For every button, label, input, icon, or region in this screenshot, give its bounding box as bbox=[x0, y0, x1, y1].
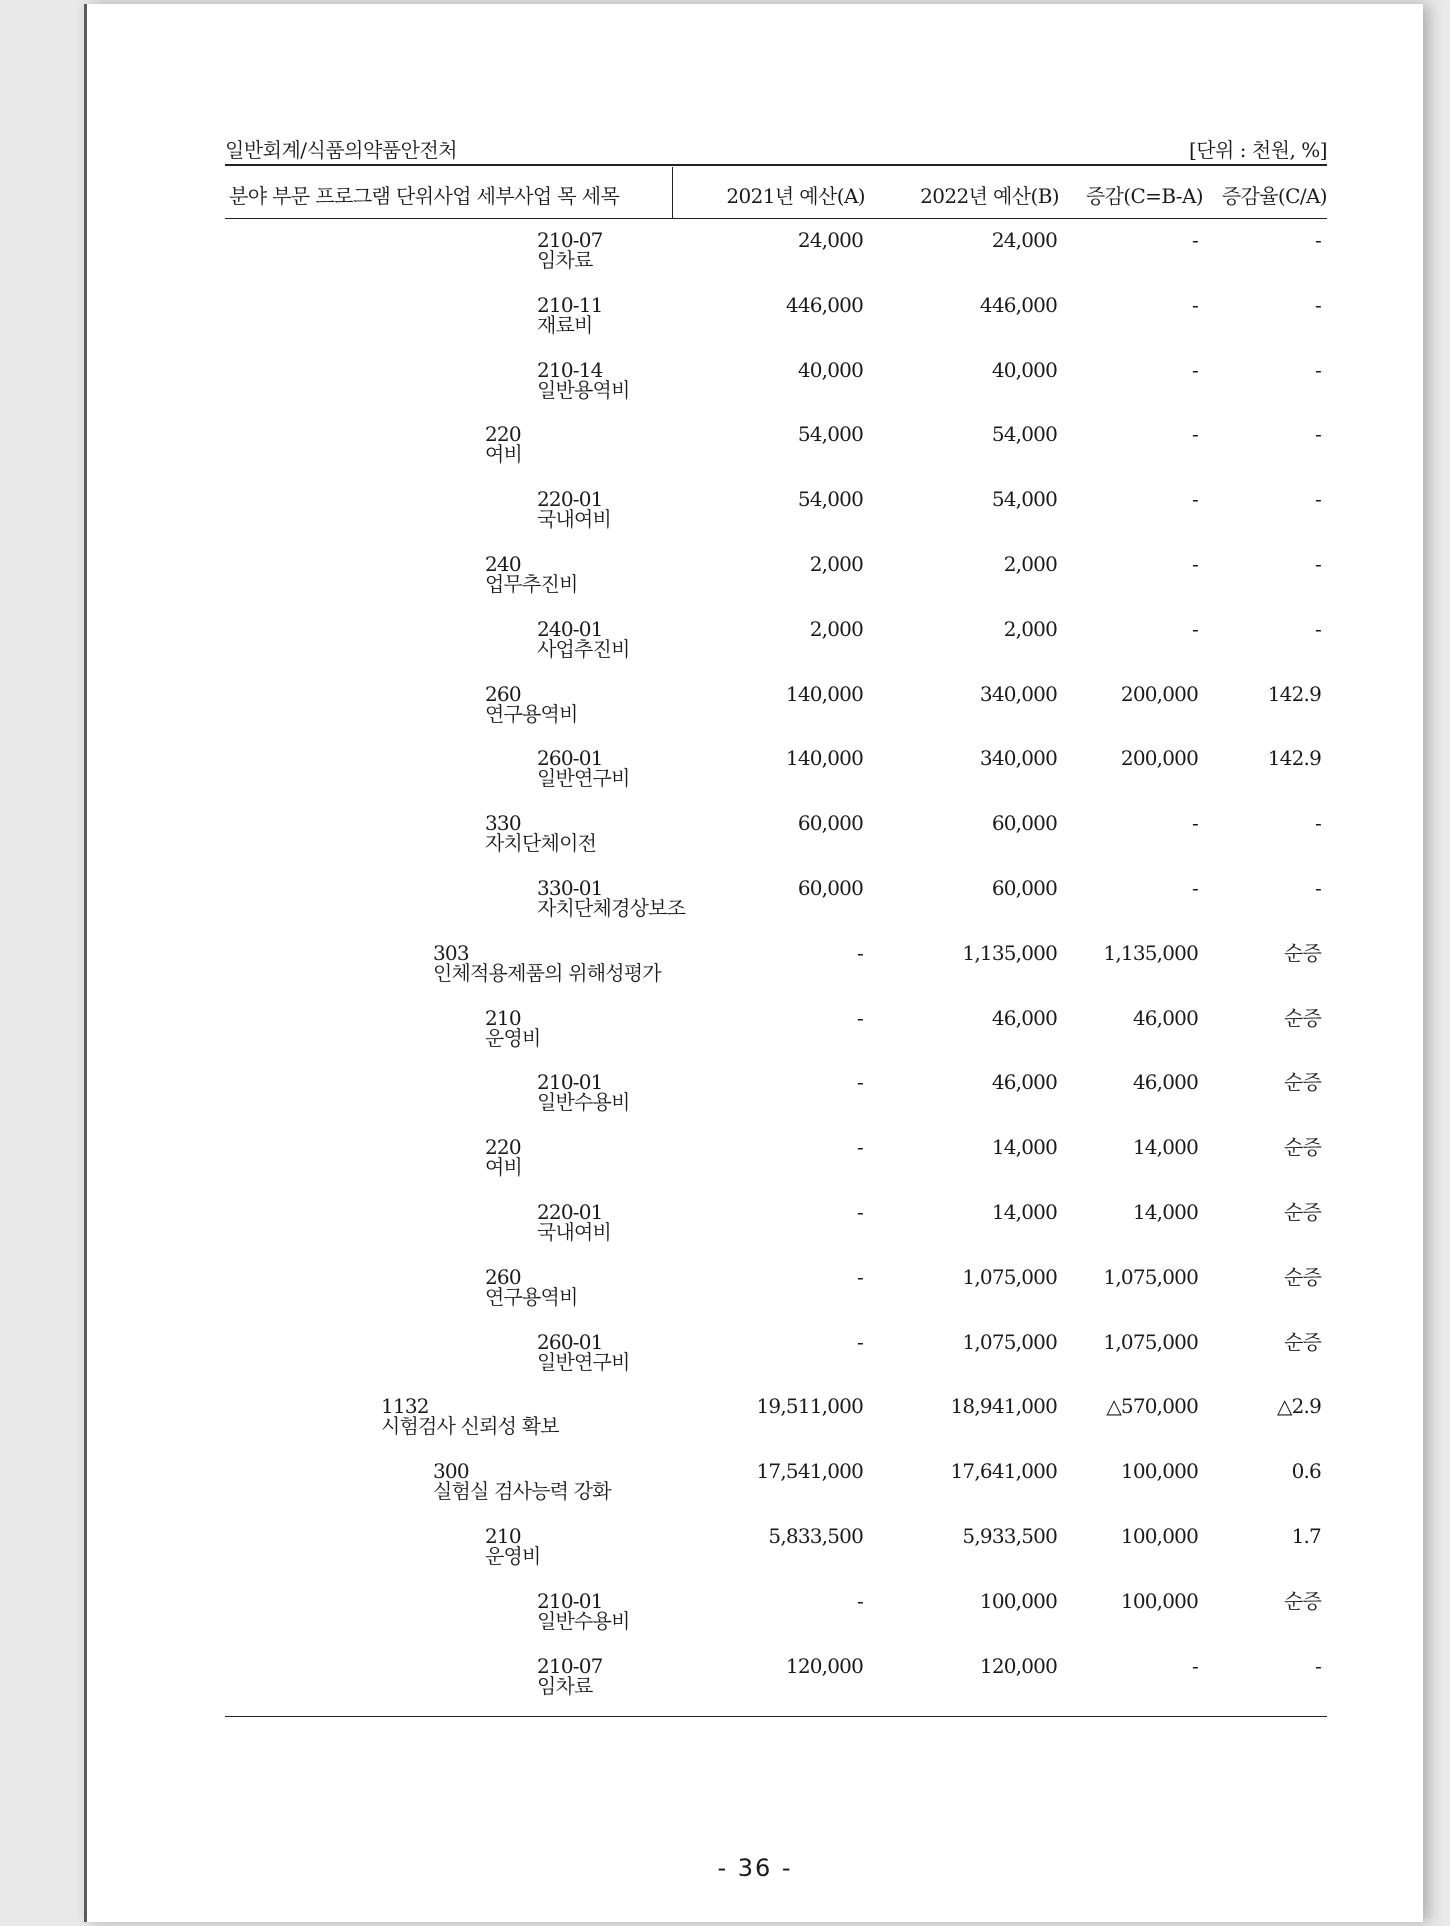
row-code: 240 bbox=[485, 551, 521, 576]
row-code: 220-01 bbox=[537, 487, 603, 512]
budget-2021-cell: 120,000 bbox=[785, 1653, 863, 1678]
table-bottom-rule bbox=[225, 1716, 1327, 1717]
budget-2022-cell: 340,000 bbox=[979, 746, 1057, 771]
budget-2021-cell: 17,541,000 bbox=[756, 1459, 863, 1484]
change-cell: - bbox=[1192, 551, 1198, 576]
change-cell: 1,075,000 bbox=[1103, 1264, 1198, 1289]
budget-2021-cell: 54,000 bbox=[797, 487, 863, 512]
row-code: 260 bbox=[485, 1264, 521, 1289]
row-name: 연구용역비 bbox=[485, 1284, 578, 1309]
row-code: 260-01 bbox=[537, 1329, 603, 1354]
budget-2022-cell: 46,000 bbox=[991, 1005, 1057, 1030]
row-label bbox=[485, 811, 597, 856]
change-rate-cell: - bbox=[1315, 616, 1321, 641]
table-row bbox=[225, 1072, 1327, 1137]
budget-2021-cell: - bbox=[857, 1135, 863, 1160]
table-body bbox=[225, 230, 1327, 1720]
change-cell: △570,000 bbox=[1106, 1394, 1198, 1419]
change-cell: 100,000 bbox=[1120, 1523, 1198, 1548]
change-rate-cell: 순증 bbox=[1283, 1070, 1321, 1095]
budget-2021-cell: - bbox=[857, 1329, 863, 1354]
row-label bbox=[537, 746, 630, 791]
budget-2021-cell: 140,000 bbox=[785, 681, 863, 706]
table-row bbox=[225, 1199, 1327, 1267]
table-row bbox=[225, 940, 1327, 1008]
budget-2022-cell: 5,933,500 bbox=[962, 1523, 1057, 1548]
table-row bbox=[225, 230, 1327, 295]
row-name: 임차료 bbox=[537, 1673, 593, 1698]
row-code: 210 bbox=[485, 1005, 521, 1030]
row-label bbox=[433, 940, 661, 985]
change-rate-cell: 순증 bbox=[1283, 940, 1321, 965]
change-cell: 14,000 bbox=[1132, 1199, 1198, 1224]
table-row bbox=[225, 1396, 1327, 1461]
row-code: 210-07 bbox=[537, 1653, 603, 1678]
change-cell: 1,075,000 bbox=[1103, 1329, 1198, 1354]
change-rate-cell: △2.9 bbox=[1277, 1394, 1321, 1419]
row-name: 인체적용제품의 위해성평가 bbox=[433, 960, 661, 985]
row-code: 300 bbox=[433, 1459, 469, 1484]
budget-2022-cell: 18,941,000 bbox=[950, 1394, 1057, 1419]
budget-2021-cell: 60,000 bbox=[797, 875, 863, 900]
row-name: 일반연구비 bbox=[537, 766, 630, 791]
change-cell: - bbox=[1192, 1653, 1198, 1678]
header-budget-2022: 2022년 예산(B) bbox=[920, 184, 1059, 208]
change-cell: 100,000 bbox=[1120, 1588, 1198, 1613]
row-code: 220-01 bbox=[537, 1199, 603, 1224]
unit-label: [단위 : 천원, %] bbox=[1188, 138, 1327, 162]
budget-2022-cell: 1,075,000 bbox=[962, 1264, 1057, 1289]
row-name: 운영비 bbox=[485, 1543, 541, 1568]
table-row bbox=[225, 489, 1327, 554]
row-name: 시험검사 신뢰성 확보 bbox=[381, 1414, 559, 1439]
change-cell: - bbox=[1192, 811, 1198, 836]
table-row bbox=[225, 1653, 1327, 1721]
table-row bbox=[225, 748, 1327, 813]
row-name: 여비 bbox=[485, 1155, 523, 1180]
budget-2021-cell: 24,000 bbox=[797, 228, 863, 252]
budget-2021-cell: 140,000 bbox=[785, 746, 863, 771]
row-code: 260-01 bbox=[537, 746, 603, 771]
change-cell: - bbox=[1192, 292, 1198, 317]
header-budget-2021: 2021년 예산(A) bbox=[726, 184, 865, 208]
row-label bbox=[537, 357, 630, 402]
row-label bbox=[537, 230, 603, 270]
row-label bbox=[537, 1653, 603, 1698]
row-name: 국내여비 bbox=[537, 1219, 612, 1244]
table-row bbox=[225, 1461, 1327, 1526]
change-cell: 14,000 bbox=[1132, 1135, 1198, 1160]
row-name: 자치단체경상보조 bbox=[537, 895, 686, 920]
row-name: 일반수용비 bbox=[537, 1608, 630, 1633]
budget-2021-cell: - bbox=[857, 940, 863, 965]
row-label bbox=[537, 292, 603, 337]
budget-2021-cell: 2,000 bbox=[809, 551, 863, 576]
row-label bbox=[485, 1264, 578, 1309]
header-change-rate: 증감율(C/A) bbox=[1221, 184, 1327, 208]
header-change: 증감(C=B-A) bbox=[1085, 184, 1203, 208]
row-name: 일반용역비 bbox=[537, 377, 630, 402]
row-code: 210-11 bbox=[537, 292, 603, 317]
budget-2022-cell: 46,000 bbox=[991, 1070, 1057, 1095]
budget-2021-cell: - bbox=[857, 1264, 863, 1289]
row-label bbox=[485, 681, 578, 726]
change-rate-cell: - bbox=[1315, 228, 1321, 252]
budget-2022-cell: 1,075,000 bbox=[962, 1329, 1057, 1354]
change-rate-cell: 142.9 bbox=[1267, 746, 1321, 771]
row-label bbox=[381, 1394, 559, 1439]
change-cell: 46,000 bbox=[1132, 1070, 1198, 1095]
change-rate-cell: - bbox=[1315, 811, 1321, 836]
row-label bbox=[485, 1005, 541, 1050]
row-code: 303 bbox=[433, 940, 469, 965]
row-code: 240-01 bbox=[537, 616, 603, 641]
row-name: 재료비 bbox=[537, 312, 593, 337]
change-rate-cell: 순증 bbox=[1283, 1264, 1321, 1289]
change-cell: - bbox=[1192, 422, 1198, 447]
change-cell: 200,000 bbox=[1120, 681, 1198, 706]
change-rate-cell: - bbox=[1315, 875, 1321, 900]
table-row bbox=[225, 1264, 1327, 1332]
change-cell: 200,000 bbox=[1120, 746, 1198, 771]
budget-2022-cell: 120,000 bbox=[979, 1653, 1057, 1678]
change-rate-cell: 순증 bbox=[1283, 1005, 1321, 1030]
row-name: 연구용역비 bbox=[485, 701, 578, 726]
header-structure: 분야 부문 프로그램 단위사업 세부사업 목 세목 bbox=[229, 184, 620, 208]
change-rate-cell: 0.6 bbox=[1291, 1459, 1321, 1484]
row-code: 330-01 bbox=[537, 875, 603, 900]
change-rate-cell: 142.9 bbox=[1267, 681, 1321, 706]
row-name: 운영비 bbox=[485, 1025, 541, 1050]
change-rate-cell: 순증 bbox=[1283, 1199, 1321, 1224]
table-header-rule bbox=[225, 218, 1327, 219]
row-code: 330 bbox=[485, 811, 521, 836]
budget-2022-cell: 54,000 bbox=[991, 487, 1057, 512]
budget-2022-cell: 17,641,000 bbox=[950, 1459, 1057, 1484]
row-label bbox=[537, 1070, 630, 1115]
row-label bbox=[537, 1329, 630, 1374]
row-label bbox=[433, 1459, 611, 1504]
row-name: 실험실 검사능력 강화 bbox=[433, 1479, 611, 1504]
row-label bbox=[537, 1199, 612, 1244]
row-name: 업무추진비 bbox=[485, 571, 578, 596]
budget-2022-cell: 446,000 bbox=[979, 292, 1057, 317]
budget-2022-cell: 1,135,000 bbox=[962, 940, 1057, 965]
row-name: 자치단체이전 bbox=[485, 831, 597, 856]
change-rate-cell: - bbox=[1315, 292, 1321, 317]
row-name: 사업추진비 bbox=[537, 636, 630, 661]
change-cell: - bbox=[1192, 487, 1198, 512]
table-row bbox=[225, 681, 1327, 749]
change-rate-cell: 순증 bbox=[1283, 1135, 1321, 1160]
row-name: 일반수용비 bbox=[537, 1090, 630, 1115]
budget-2021-cell: - bbox=[857, 1588, 863, 1613]
row-code: 210-01 bbox=[537, 1588, 603, 1613]
row-code: 1132 bbox=[381, 1394, 429, 1419]
change-cell: 46,000 bbox=[1132, 1005, 1198, 1030]
budget-2022-cell: 60,000 bbox=[991, 811, 1057, 836]
table-row bbox=[225, 616, 1327, 684]
row-code: 220 bbox=[485, 1135, 521, 1160]
row-label bbox=[485, 1523, 541, 1568]
change-cell: - bbox=[1192, 357, 1198, 382]
table-row bbox=[225, 551, 1327, 619]
row-label bbox=[537, 875, 686, 920]
row-code: 210-01 bbox=[537, 1070, 603, 1095]
change-rate-cell: - bbox=[1315, 487, 1321, 512]
change-rate-cell: - bbox=[1315, 1653, 1321, 1678]
budget-2021-cell: - bbox=[857, 1005, 863, 1030]
row-label bbox=[537, 616, 630, 661]
change-rate-cell: 순증 bbox=[1283, 1588, 1321, 1613]
row-code: 220 bbox=[485, 422, 521, 447]
row-code: 260 bbox=[485, 681, 521, 706]
budget-2022-cell: 24,000 bbox=[991, 228, 1057, 252]
table-row bbox=[225, 357, 1327, 425]
table-row bbox=[225, 1005, 1327, 1073]
change-cell: - bbox=[1192, 228, 1198, 252]
document-page bbox=[84, 4, 1423, 1922]
budget-2021-cell: 54,000 bbox=[797, 422, 863, 447]
row-code: 210-14 bbox=[537, 357, 603, 382]
budget-2021-cell: 19,511,000 bbox=[756, 1394, 863, 1419]
budget-2021-cell: 446,000 bbox=[785, 292, 863, 317]
change-rate-cell: - bbox=[1315, 422, 1321, 447]
budget-2022-cell: 54,000 bbox=[991, 422, 1057, 447]
table-caption bbox=[225, 134, 1327, 163]
table-top-rule bbox=[225, 164, 1327, 166]
row-code: 210 bbox=[485, 1523, 521, 1548]
budget-2021-cell: - bbox=[857, 1199, 863, 1224]
table-header bbox=[225, 167, 1327, 218]
change-cell: 100,000 bbox=[1120, 1459, 1198, 1484]
change-cell: 1,135,000 bbox=[1103, 940, 1198, 965]
table-row bbox=[225, 1137, 1327, 1202]
budget-2022-cell: 40,000 bbox=[991, 357, 1057, 382]
budget-2021-cell: 40,000 bbox=[797, 357, 863, 382]
budget-2021-cell: - bbox=[857, 1070, 863, 1095]
budget-2022-cell: 14,000 bbox=[991, 1135, 1057, 1160]
budget-2022-cell: 2,000 bbox=[1003, 616, 1057, 641]
row-label bbox=[485, 551, 578, 596]
row-code: 210-07 bbox=[537, 228, 603, 252]
table-row bbox=[225, 1329, 1327, 1397]
header-divider bbox=[672, 167, 673, 218]
change-rate-cell: - bbox=[1315, 551, 1321, 576]
table-row bbox=[225, 875, 1327, 943]
table-row bbox=[225, 424, 1327, 489]
budget-2022-cell: 14,000 bbox=[991, 1199, 1057, 1224]
table-row bbox=[225, 1588, 1327, 1656]
table-row bbox=[225, 813, 1327, 878]
budget-2022-cell: 2,000 bbox=[1003, 551, 1057, 576]
change-rate-cell: 순증 bbox=[1283, 1329, 1321, 1354]
change-rate-cell: - bbox=[1315, 357, 1321, 382]
row-name: 임차료 bbox=[537, 248, 593, 272]
row-name: 여비 bbox=[485, 442, 523, 467]
row-name: 일반연구비 bbox=[537, 1349, 630, 1374]
table-row bbox=[225, 1523, 1327, 1591]
table-row bbox=[225, 292, 1327, 360]
page-number: - 36 - bbox=[717, 1854, 793, 1882]
budget-2022-cell: 340,000 bbox=[979, 681, 1057, 706]
budget-2021-cell: 60,000 bbox=[797, 811, 863, 836]
account-title: 일반회계/식품의약품안전처 bbox=[225, 138, 458, 162]
change-rate-cell: 1.7 bbox=[1291, 1523, 1321, 1548]
row-name: 국내여비 bbox=[537, 507, 612, 532]
row-label bbox=[537, 487, 612, 532]
change-cell: - bbox=[1192, 875, 1198, 900]
budget-2022-cell: 100,000 bbox=[979, 1588, 1057, 1613]
row-label bbox=[485, 422, 523, 467]
budget-2021-cell: 2,000 bbox=[809, 616, 863, 641]
budget-2021-cell: 5,833,500 bbox=[768, 1523, 863, 1548]
row-label bbox=[485, 1135, 523, 1180]
budget-2022-cell: 60,000 bbox=[991, 875, 1057, 900]
row-label bbox=[537, 1588, 630, 1633]
change-cell: - bbox=[1192, 616, 1198, 641]
